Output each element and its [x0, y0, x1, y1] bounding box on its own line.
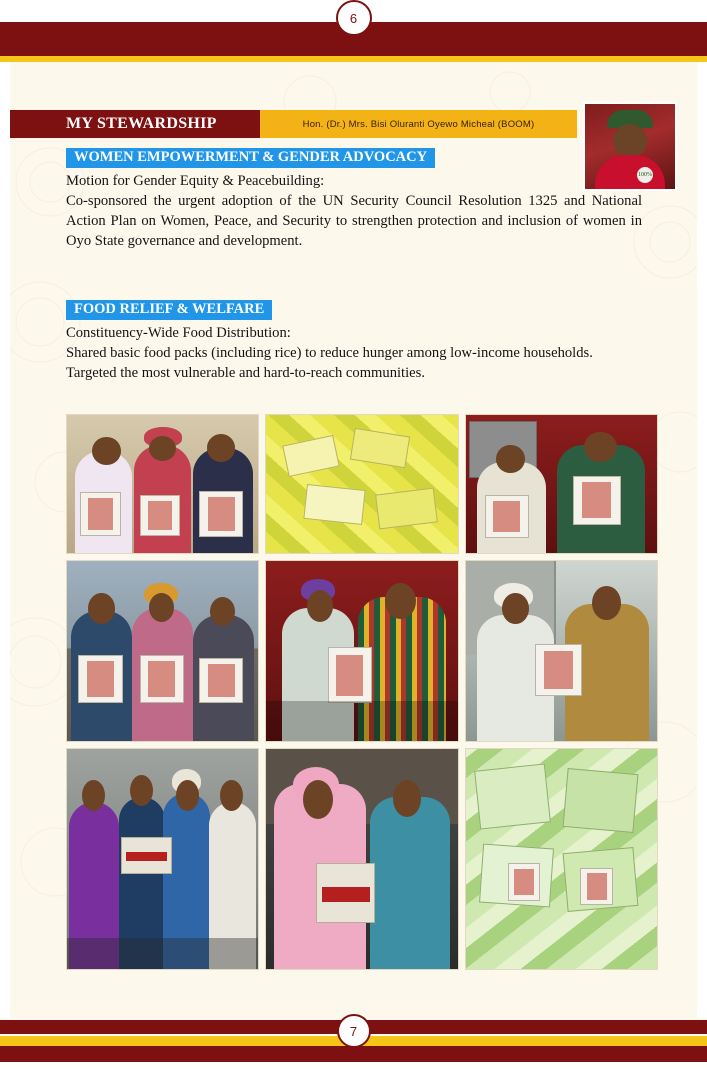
page-content-area	[10, 62, 697, 1018]
page-bottom-red-band-2	[0, 1046, 707, 1062]
bottom-page-number: 7	[337, 1014, 371, 1048]
portrait-badge: 100%	[637, 167, 653, 183]
photo-two-women-exchanging-food-packs-indoors	[465, 560, 658, 742]
photo-green-rice-bags-stacked	[465, 748, 658, 970]
photo-woman-and-man-with-rice-pack	[465, 414, 658, 554]
banner-subtitle-block	[260, 110, 577, 138]
section-paragraph-text: Shared basic food packs (including rice) to reduce hunger among low-income households.	[66, 344, 593, 361]
section-paragraph-text: Co-sponsored the urgent adoption of the UN Security Council Resolution 1325 and National Action Plan on Women, Peace, and Security to strengthen protection and inclusion of women in Oyo State governance and development.	[66, 192, 642, 249]
page-right-edge	[697, 62, 707, 1018]
photo-grid-row	[66, 560, 658, 742]
section-heading-women-empowerment	[66, 148, 435, 168]
section-body-women-empowerment	[66, 172, 642, 252]
section-paragraph-text-2: Targeted the most vulnerable and hard-to-reach communities.	[66, 364, 425, 381]
section-heading-food-relief	[66, 300, 272, 320]
section-lead-text: Constituency-Wide Food Distribution:	[66, 325, 291, 341]
photo-stacked-yellow-rice-bags	[265, 414, 458, 554]
section-tag-label: FOOD RELIEF & WELFARE	[66, 300, 272, 320]
photo-three-women-with-food-packs-outdoors	[66, 560, 259, 742]
photo-grid-row	[66, 414, 658, 554]
photo-woman-and-chief-with-rice-pack	[265, 560, 458, 742]
photo-four-women-with-food-box-outdoors	[66, 748, 259, 970]
photo-three-women-holding-food-packs	[66, 414, 259, 554]
section-lead-text: Motion for Gender Equity & Peacebuilding:	[66, 173, 325, 189]
page-bottom-white-band	[0, 1062, 707, 1080]
banner-subtitle: Hon. (Dr.) Mrs. Bisi Oluranti Oyewo Micheal (BOOM)	[302, 118, 535, 130]
page-left-edge	[0, 62, 10, 1018]
photo-two-women-holding-carton-indoors	[265, 748, 458, 970]
portrait-face	[613, 124, 647, 158]
banner-title-block	[10, 110, 260, 138]
photo-grid	[66, 414, 658, 970]
section-body-food-relief	[66, 324, 642, 384]
photo-grid-row	[66, 748, 658, 970]
section-tag-label: WOMEN EMPOWERMENT & GENDER ADVOCACY	[66, 148, 435, 168]
top-page-number: 6	[336, 0, 372, 36]
banner-title: MY STEWARDSHIP	[66, 115, 217, 132]
